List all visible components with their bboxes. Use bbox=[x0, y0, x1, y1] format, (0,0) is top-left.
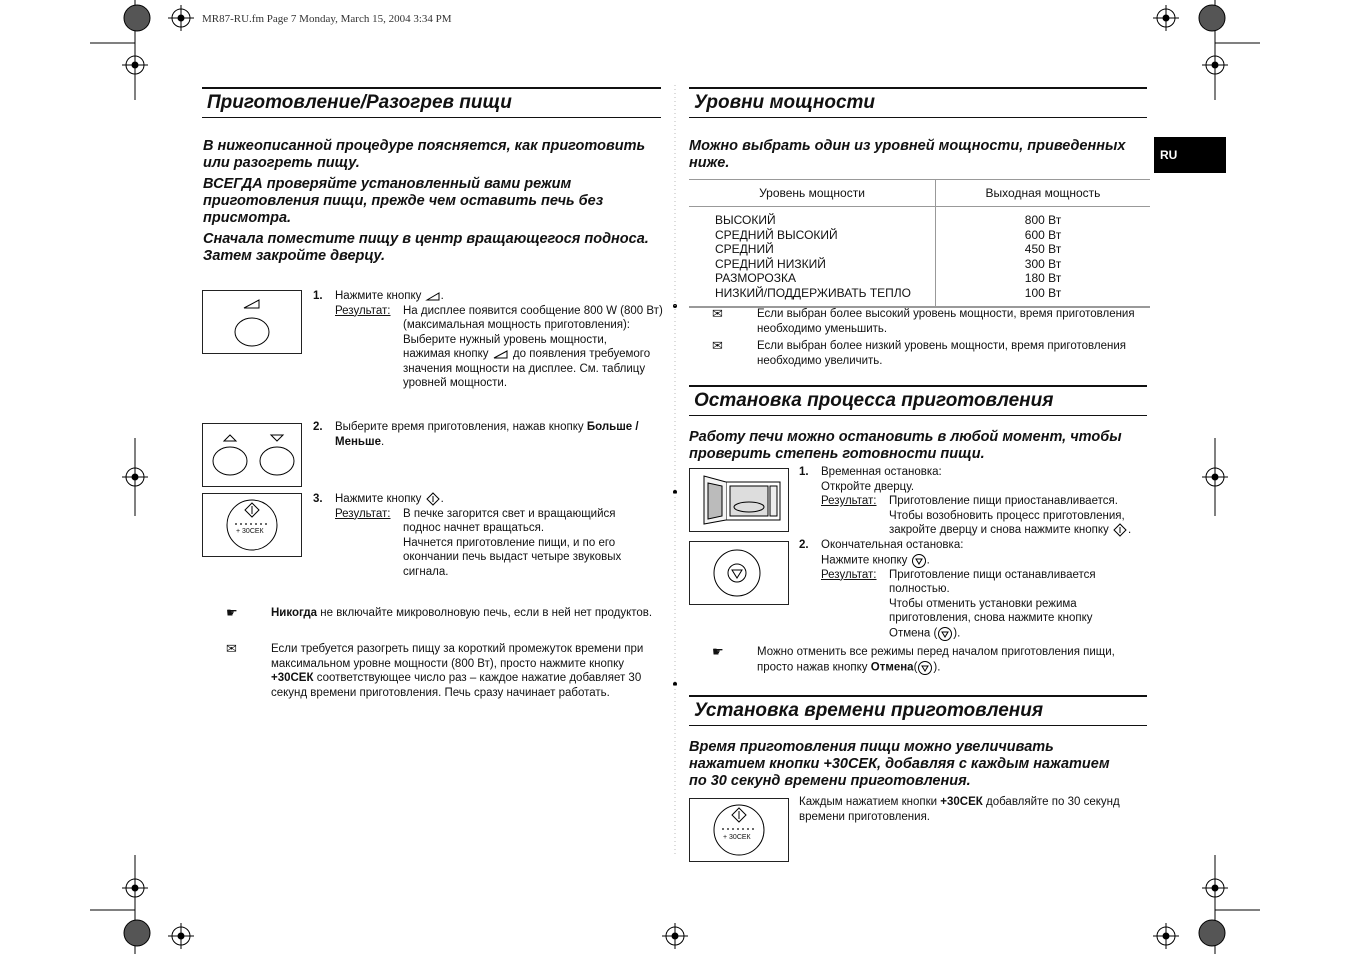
power-col-output: Выходная мощность bbox=[936, 180, 1151, 207]
power-watts-row: 300 Вт bbox=[1024, 256, 1062, 271]
note-icon: ✉ bbox=[712, 306, 723, 321]
never-empty-note bbox=[226, 606, 658, 638]
step-1-result-label: Результат: bbox=[335, 304, 391, 317]
page-header-line: MR87-RU.fm Page 7 Monday, March 15, 2004 3:34 PM bbox=[202, 13, 452, 25]
stop-step-2-result-3a: Отмена ( bbox=[889, 627, 938, 640]
step-3-number: 3. bbox=[313, 493, 323, 505]
stop-step-2 bbox=[799, 538, 1149, 644]
step-3-text-end: . bbox=[440, 493, 444, 506]
more-less-buttons-icon bbox=[203, 424, 301, 486]
power-note-1 bbox=[712, 307, 1142, 337]
power-watts-row: 600 Вт bbox=[1024, 227, 1062, 242]
cooking-intro-2: ВСЕГДА проверяйте установленный вами режим приготовления пищи, прежде чем оставить печь без присмотра. bbox=[203, 176, 604, 226]
cooking-intro-3: Сначала поместите пищу в центр вращающегося подноса. Затем закройте дверцу. bbox=[203, 231, 649, 264]
power-col-level: Уровень мощности bbox=[689, 180, 936, 207]
cooking-step-3 bbox=[313, 492, 663, 582]
stop-step-1-result-3: закройте дверцу и снова нажмите кнопку bbox=[889, 524, 1109, 537]
stop-step-1-result-2: Чтобы возобновить процесс приготовления, bbox=[889, 509, 1125, 522]
power-level-row: СРЕДНИЙ НИЗКИЙ bbox=[715, 256, 826, 271]
reheat-note bbox=[226, 642, 658, 717]
step-2-end: . bbox=[380, 435, 385, 448]
cancel-note-bold: Отмена bbox=[870, 661, 914, 674]
step-2-text: Выберите время приготовления, нажав кнопку bbox=[335, 421, 584, 433]
stop-step-2-result-label: Результат: bbox=[821, 568, 877, 581]
power-level-row: ВЫСОКИЙ bbox=[715, 213, 776, 227]
power-level-row: РАЗМОРОЗКА bbox=[715, 271, 796, 285]
time-intro: Время приготовления пищи можно увеличивать нажатием кнопки +30СЕК, добавляя с каждым нажатием по 30 секунд времени приготовления. bbox=[689, 739, 1110, 789]
step-1-result-2: Выберите нужный уровень мощности, bbox=[403, 333, 607, 346]
power-watts-row: 450 Вт bbox=[1024, 242, 1062, 256]
note-2-text-b: соответствующее число раз – каждое нажатие добавляет 30 секунд времени приготовления. Печь сразу начинает работать. bbox=[271, 672, 642, 699]
microwave-open-door-icon bbox=[690, 469, 788, 531]
cancel-note bbox=[712, 645, 1142, 679]
power-watts-row: 100 Вт bbox=[1024, 285, 1062, 300]
btn-30-label: + 30СЕК bbox=[236, 528, 264, 535]
note-2-bold: +30СЕК bbox=[271, 672, 314, 684]
step-1-text: Нажмите кнопку bbox=[335, 290, 422, 302]
cooking-step-1 bbox=[313, 289, 663, 409]
stop-step-1-a: Временная остановка: bbox=[821, 466, 942, 478]
step-1-number: 1. bbox=[313, 290, 323, 302]
note-icon: ✉ bbox=[712, 338, 723, 353]
stop-step-2-result-1: Приготовление пищи останавливается полностью. bbox=[889, 568, 1096, 596]
stop-step-1-result-label: Результат: bbox=[821, 495, 877, 507]
cancel-note-end: ). bbox=[933, 661, 941, 674]
stop-step-1-b: Откройте дверцу. bbox=[821, 480, 915, 493]
stop-step-1-number: 1. bbox=[799, 466, 809, 478]
time-text-a: Каждым нажатием кнопки bbox=[799, 796, 941, 808]
cooking-intro bbox=[203, 138, 653, 269]
note-icon: ✉ bbox=[226, 641, 237, 656]
stop-step-2-b: Нажмите кнопку bbox=[821, 554, 908, 567]
stop-step-1-result-3-end: . bbox=[1127, 524, 1132, 537]
cancel-note-text: Можно отменить все режимы перед началом приготовления пищи, просто нажав кнопку bbox=[757, 646, 1115, 674]
power-intro: Можно выбрать один из уровней мощности, приведенных ниже. bbox=[689, 138, 1126, 171]
start-30sec-button-icon bbox=[690, 799, 788, 861]
power-note-2-text: Если выбран более низкий уровень мощности, время приготовления необходимо увеличить. bbox=[757, 340, 1126, 367]
stop-step-1 bbox=[799, 465, 1149, 540]
step-3-result-2: Начнется приготовление пищи, и по его окончании печь выдаст четыре звуковых сигнала. bbox=[403, 536, 622, 578]
btn-30-label: + 30СЕК bbox=[723, 834, 751, 841]
power-note-1-text: Если выбран более высокий уровень мощности, время приготовления необходимо уменьшить. bbox=[757, 308, 1135, 335]
start-icon bbox=[1112, 523, 1128, 537]
power-level-row: НИЗКИЙ/ПОДДЕРЖИВАТЬ ТЕПЛО bbox=[715, 285, 912, 300]
open-door-illustration bbox=[689, 468, 789, 532]
cancel-button-illustration bbox=[689, 541, 789, 605]
cancel-icon bbox=[917, 660, 933, 675]
step-1-result-3b: до появления требуемого значения мощности на дисплее. См. таблицу уровней мощности. bbox=[403, 348, 651, 389]
stop-step-2-result-3b: ). bbox=[953, 627, 961, 640]
step-3-result-1: В печке загорится свет и вращающийся поднос начнет вращаться. bbox=[403, 507, 616, 535]
power-button-illustration bbox=[202, 290, 302, 354]
step-3-result-label: Результат: bbox=[335, 507, 391, 520]
power-levels-table bbox=[689, 179, 1150, 308]
stop-step-2-a: Окончательная остановка: bbox=[821, 539, 964, 551]
time-text-b: добавляйте по 30 секунд времени приготовления. bbox=[799, 796, 1120, 823]
stop-step-1-result-1: Приготовление пищи приостанавливается. bbox=[889, 495, 1118, 507]
stop-section-title: Остановка процесса приготовления bbox=[689, 385, 1147, 416]
power-level-row: СРЕДНИЙ ВЫСОКИЙ bbox=[715, 227, 838, 242]
step-1-result-3a: нажимая кнопку bbox=[403, 348, 489, 360]
time-bold: +30СЕК bbox=[940, 796, 983, 808]
30sec-button-illustration bbox=[689, 798, 789, 862]
power-levels-title: Уровни мощности bbox=[689, 87, 1147, 118]
language-tab-label: RU bbox=[1160, 148, 1178, 162]
time-section-title: Установка времени приготовления bbox=[689, 695, 1147, 726]
cancel-stop-icon bbox=[690, 542, 788, 604]
cancel-icon bbox=[911, 553, 927, 568]
power-level-row: СРЕДНИЙ bbox=[715, 242, 774, 256]
more-less-illustration bbox=[202, 423, 302, 487]
language-tab bbox=[1154, 137, 1226, 173]
stop-step-2-number: 2. bbox=[799, 539, 809, 551]
note-1-text: не включайте микроволновую печь, если в ней нет продуктов. bbox=[317, 607, 653, 619]
pointing-hand-icon: ☛ bbox=[712, 644, 724, 659]
stop-step-2-result-2: Чтобы отменить установки режима приготовления, снова нажмите кнопку bbox=[889, 597, 1093, 625]
pointing-hand-icon: ☛ bbox=[226, 605, 238, 620]
stop-step-2-b-end: . bbox=[926, 554, 930, 567]
start-30sec-button-icon bbox=[203, 494, 301, 556]
cancel-note-paren: ( bbox=[913, 661, 918, 674]
note-1-bold: Никогда bbox=[271, 607, 318, 619]
step-2-bold: Больше / Меньше bbox=[335, 421, 639, 448]
power-watts-row: 180 Вт bbox=[1024, 271, 1062, 285]
step-3-text: Нажмите кнопку bbox=[335, 493, 422, 506]
note-2-text-a: Если требуется разогреть пищу за короткий промежуток времени при максимальном уровне мощности (800 Вт), просто нажмите кнопку bbox=[271, 643, 644, 670]
power-watts-row: 800 Вт bbox=[1024, 213, 1062, 227]
stop-intro: Работу печи можно остановить в любой момент, чтобы проверить степень готовности пищи. bbox=[689, 429, 1122, 462]
cooking-intro-1: В нижеописанной процедуре поясняется, как приготовить или разогреть пищу. bbox=[203, 138, 646, 171]
step-1-result-1: На дисплее появится сообщение 800 W (800 Вт) (максимальная мощность приготовления): bbox=[403, 304, 663, 331]
power-note-2 bbox=[712, 339, 1142, 369]
step-2-number: 2. bbox=[313, 421, 323, 433]
cooking-step-2 bbox=[313, 420, 663, 452]
start-button-illustration bbox=[202, 493, 302, 557]
power-level-icon bbox=[425, 290, 441, 302]
power-level-icon bbox=[492, 348, 510, 360]
cancel-icon bbox=[937, 626, 953, 641]
power-level-icon bbox=[203, 291, 301, 353]
cooking-section-title: Приготовление/Разогрев пищи bbox=[202, 87, 661, 118]
step-1-text-end: . bbox=[440, 290, 444, 302]
start-icon bbox=[425, 492, 441, 506]
time-step bbox=[799, 795, 1149, 827]
